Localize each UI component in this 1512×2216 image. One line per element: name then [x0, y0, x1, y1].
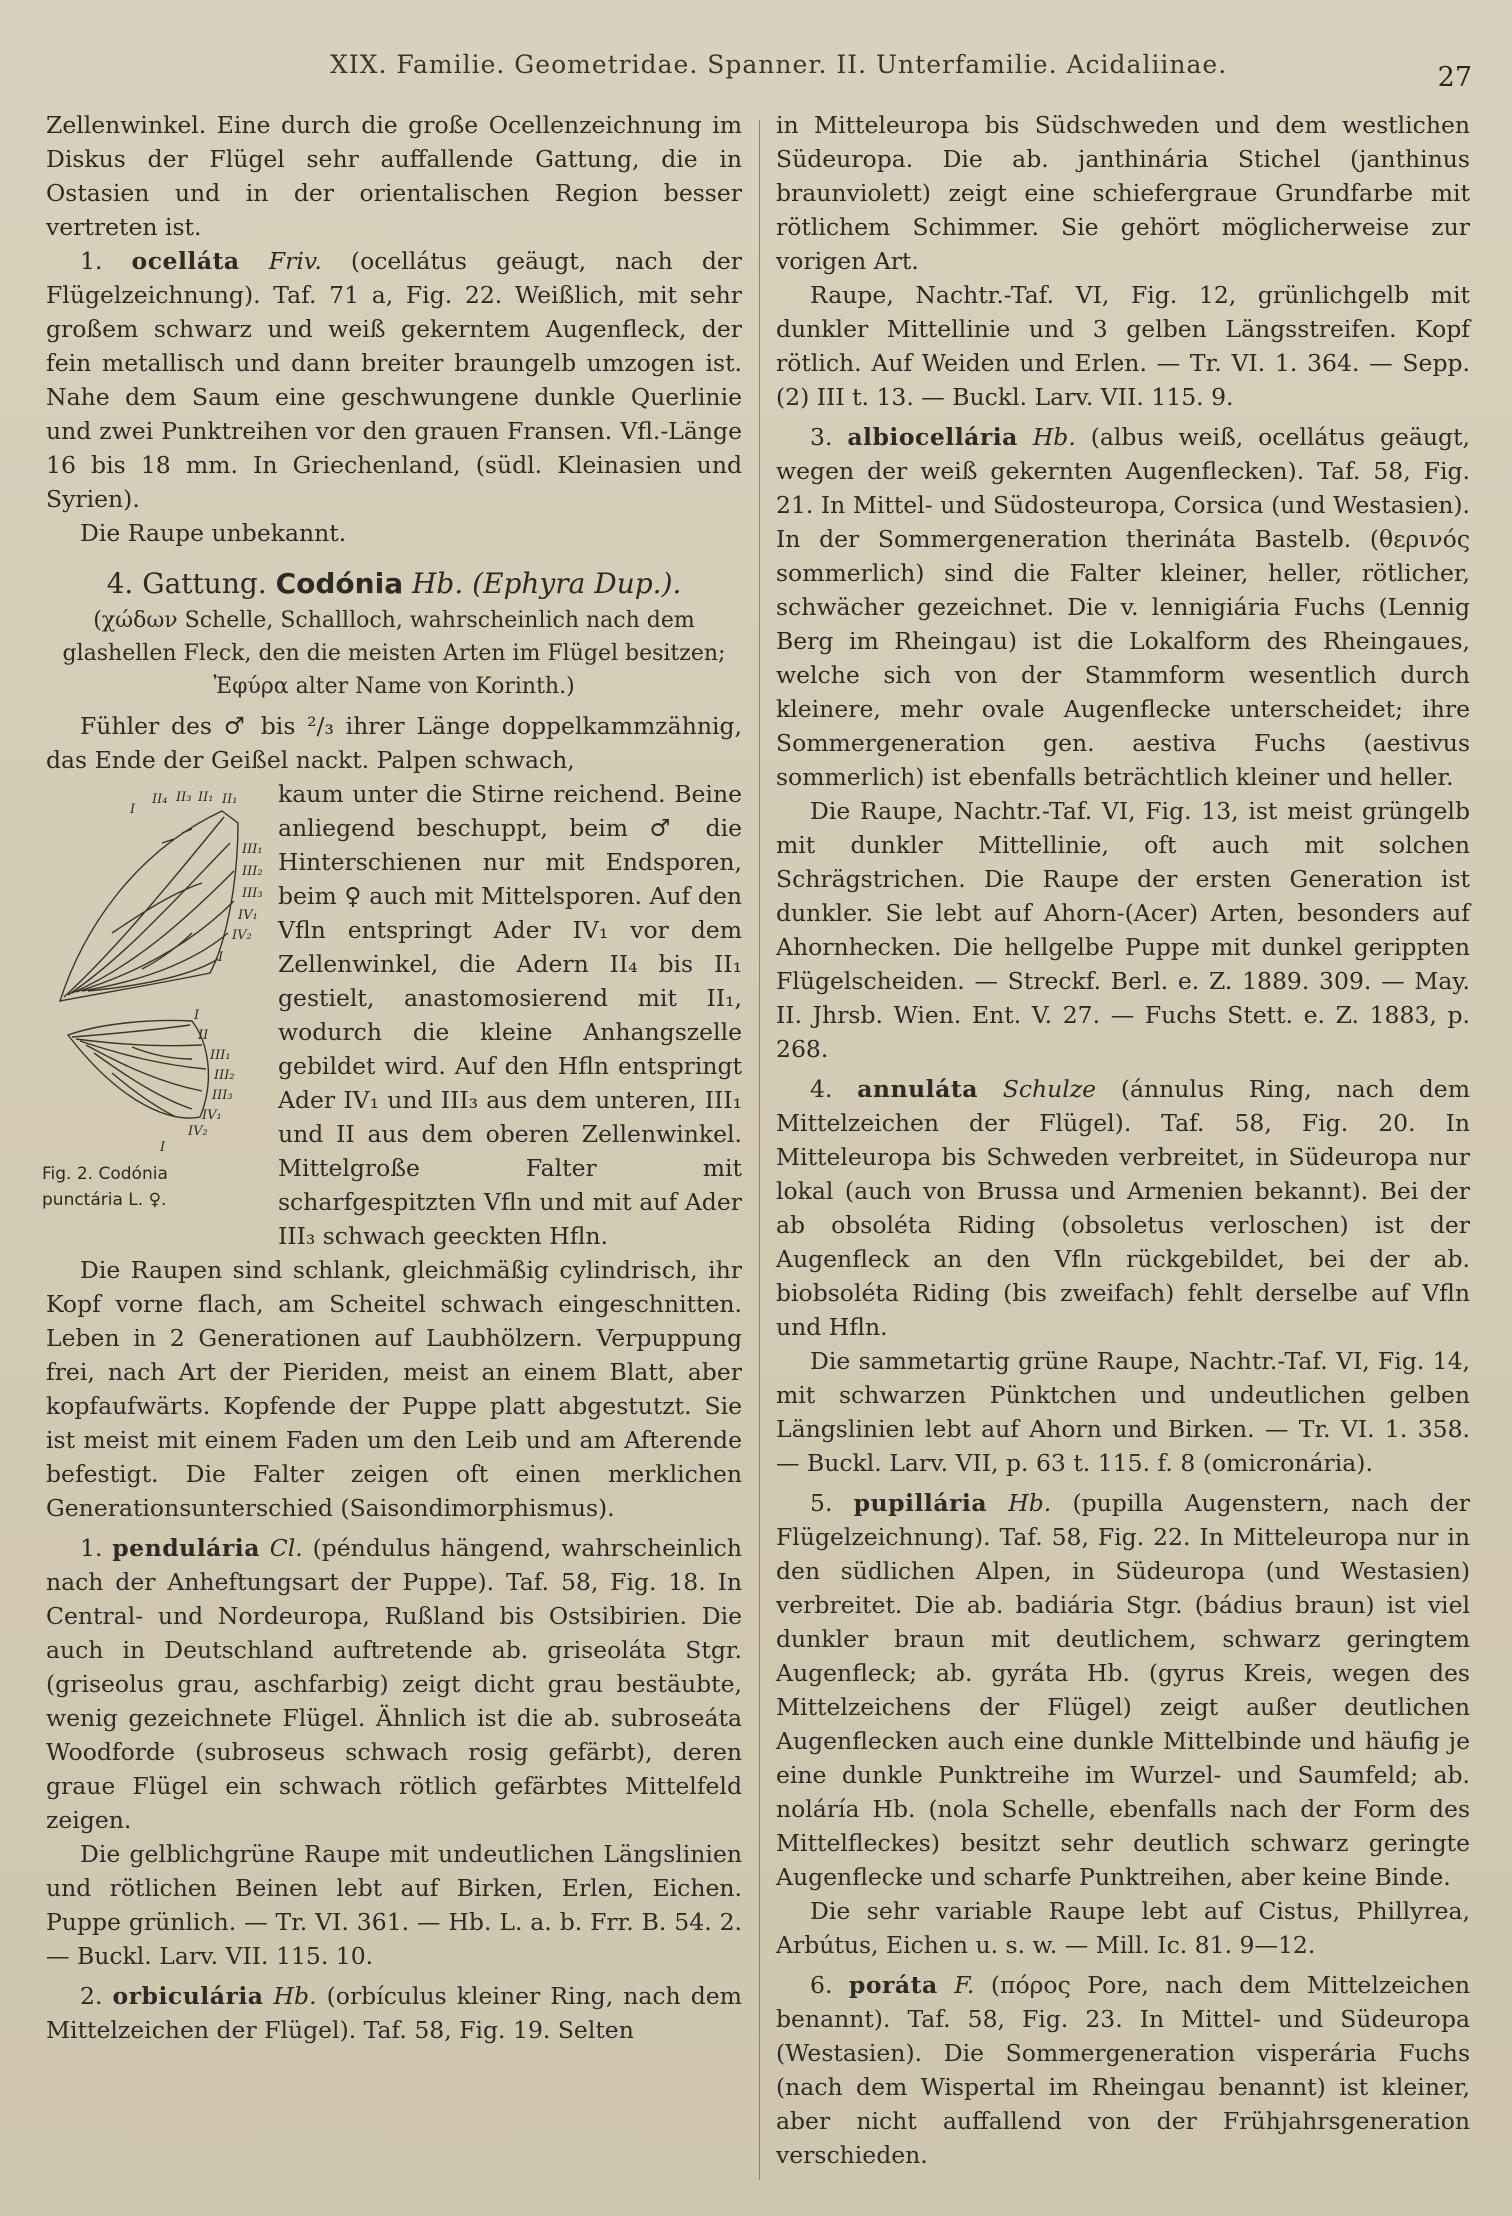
right-column: [776, 108, 1470, 2172]
svg-text:IV₁: IV₁: [238, 908, 258, 923]
page-number: 27: [1437, 62, 1472, 93]
svg-text:I: I: [130, 802, 136, 817]
species-ocellata: 1. ocelláta Friv. (ocellátus geäugt, nach der Flügelzeichnung). Taf. 71 a, Fig. 22. Weißlich, mit sehr großem schwarz und weiß gekerntem Augenfleck, der fein metallisch und dann breiter braungelb umzogen ist. Nahe dem Saum eine geschwungene dunkle Querlinie und zwei Punktreihen vor den grauen Fransen. Vfl.-Länge 16 bis 18 mm. In Griechenland, (südl. Kleinasien und Syrien).: [46, 247, 742, 513]
species-porata: 6. poráta F. (πόρος Pore, nach dem Mittelzeichen benannt). Taf. 58, Fig. 23. In Mittel- und Südeuropa (Westasien). Die Sommergeneration visperária Fuchs (nach dem Wispertal im Rheingau benannt) ist kleiner, aber nicht auffallend von der Frühjahrsgeneration verschieden.: [776, 1971, 1470, 2169]
species-author: Cl.: [269, 1534, 303, 1562]
genus-heading: 4. Gattung. Codónia Hb. (Ephyra Dup.).: [106, 567, 682, 600]
column-divider: [759, 120, 760, 2180]
species-name: pendulária: [112, 1534, 260, 1562]
paragraph-pupillaria-raupe: Die sehr variable Raupe lebt auf Cistus, Phillyrea, Arbútus, Eichen u. s. w. — Mill. Ic. 81. 9—12.: [776, 1897, 1470, 1959]
svg-text:II: II: [198, 1028, 209, 1043]
svg-text:II₄: II₄: [152, 792, 168, 807]
page-header: [0, 50, 1512, 100]
paragraph-raupe-unbekannt: Die Raupe unbekannt.: [80, 519, 347, 547]
paragraph-raupen: Die Raupen sind schlank, gleichmäßig cylindrisch, ihr Kopf vorne flach, am Scheitel schwach eingeschnitten. Leben in 2 Generationen auf Laubhölzern. Verpuppung frei, nach Art der Pieriden, meist an einem Blatt, aber kopfaufwärts. Kopfende der Puppe platt abgestutzt. Sie ist meist mit einem Faden um den Leib und am Afterende befestigt. Die Falter zeigen oft einen merklichen Generationsunterschied (Saisondimorphismus).: [46, 1256, 742, 1522]
wing-venation-figure: [42, 783, 270, 1223]
paragraph-fuehler: Fühler des ♂ bis ²/₃ ihrer Länge doppelkammzähnig, das Ende der Geißel nackt. Palpen schwach,: [46, 712, 742, 774]
wing-venation-drawing: [42, 783, 270, 1163]
svg-text:II₁: II₁: [198, 790, 214, 805]
svg-text:IV₂: IV₂: [232, 928, 252, 943]
species-pendularia: 1. pendulária Cl. (péndulus hängend, wahrscheinlich nach der Anheftungsart der Puppe). Taf. 58, Fig. 18. In Central- und Nordeuropa, Rußland bis Ostsibirien. Die auch in Deutschland auftretende ab. griseoláta Stgr. (griseolus grau, aschfarbig) zeigt dicht grau bestäubte, wenig gezeichnete Flügel. Ähnlich ist die ab. subroseáta Woodforde (subroseus schwach rosig gefärbt), deren graue Flügel ein schwach rötlich gefärbtes Mittelfeld zeigen.: [46, 1534, 742, 1834]
svg-text:II₃: II₃: [176, 790, 192, 805]
genus-name: Codónia: [275, 567, 404, 600]
running-title: XIX. Familie. Geometridae. Spanner. II. Unterfamilie. Acidaliinae.: [330, 50, 1228, 79]
paragraph-annulata-raupe: Die sammetartig grüne Raupe, Nachtr.-Taf. VI, Fig. 14, mit schwarzen Pünktchen und undeutlichen gelben Längslinien lebt auf Ahorn und Birken. — Tr. VI. 1. 358. — Buckl. Larv. VII, p. 63 t. 115. f. 8 (omicronária).: [776, 1347, 1470, 1477]
species-author: Schulze: [1002, 1075, 1097, 1103]
left-column: [42, 108, 742, 2047]
genus-author: Hb. (Ephyra Dup.).: [412, 567, 682, 600]
species-pupillaria: 5. pupillária Hb. (pupilla Augenstern, nach der Flügelzeichnung). Taf. 58, Fig. 22. In Mitteleuropa nur in den südlichen Alpen, in Südeuropa (und Westasien) verbreitet. Die ab. badiária Stgr. (bádius braun) ist viel dunkler braun mit deutlichem, schwarz geringtem Augenfleck; ab. gyráta Hb. (gyrus Kreis, wegen des Mittelzeichens der Flügel) zeigt außer deutlichen Augenflecken auch eine dunkle Mittelbinde und häufig je eine dunkle Punktreihe im Wurzel- und Saumfeld; ab. noláría Hb. (nola Schelle, ebenfalls nach der Form des Mittelfleckes) besitzt sehr deutlich schwarz geringte Augenflecke und scharfe Punktreihen, aber keine Binde.: [776, 1489, 1470, 1891]
paragraph-albiocellaria-raupe: Die Raupe, Nachtr.-Taf. VI, Fig. 13, ist meist grüngelb mit dunkler Mittellinie, oft auch mit solchen Schrägstrichen. Die Raupe der ersten Generation ist dunkler. Sie lebt auf Ahorn-(Acer) Arten, besonders auf Ahornhecken. Die hellgelbe Puppe mit dunkel gerippten Flügelscheiden. — Streckf. Berl. e. Z. 1889. 309. — May. II. Jhrsb. Wien. Ent. V. 27. — Fuchs Stett. e. Z. 1883, p. 268.: [776, 797, 1470, 1063]
svg-text:I: I: [218, 950, 224, 965]
svg-text:III₃: III₃: [242, 886, 263, 901]
species-author: Friv.: [268, 247, 322, 275]
figure-caption: Fig. 2. Codónia punctária L. ♀.: [42, 1164, 168, 1210]
svg-text:IV₂: IV₂: [188, 1124, 208, 1139]
species-annulata: 4. annuláta Schulze (ánnulus Ring, nach dem Mittelzeichen der Flügel). Taf. 58, Fig. 20. In Mitteleuropa bis Schweden verbreitet, in Südeuropa nur lokal (auch von Brussa und Armenien bekannt). Bei der ab obsoléta Riding (obsoletus verloschen) ist der Augenfleck an den Vfln rückgebildet, bei der ab. biobsoléta Riding (bis zweifach) fehlt derselbe auf Vfln und Hfln.: [776, 1075, 1470, 1341]
svg-text:III₂: III₂: [214, 1068, 235, 1083]
species-name: poráta: [848, 1971, 938, 1999]
species-name: pupillária: [853, 1489, 988, 1517]
svg-text:III₃: III₃: [212, 1088, 233, 1103]
paragraph-orbicularia-cont: in Mitteleuropa bis Südschweden und dem westlichen Südeuropa. Die ab. janthinária Stichel (janthinus braunviolett) zeigt eine schiefergraue Grundfarbe mit rötlichem Schimmer. Sie gehört möglicherweise zur vorigen Art.: [776, 111, 1470, 275]
svg-text:III₂: III₂: [242, 864, 263, 879]
species-orbicularia: 2. orbiculária Hb. (orbículus kleiner Ring, nach dem Mittelzeichen der Flügel). Taf. 58, Fig. 19. Selten: [46, 1982, 742, 2044]
species-name: albiocellária: [847, 423, 1018, 451]
species-author: Hb.: [1032, 423, 1076, 451]
species-author: Hb.: [1008, 1489, 1052, 1517]
paragraph-zellenwinkel: Zellenwinkel. Eine durch die große Ocellenzeichnung im Diskus der Flügel sehr auffallende Gattung, die in Ostasien und in der orientalischen Region besser vertreten ist.: [46, 111, 742, 241]
genus-etymology: (χώδων Schelle, Schallloch, wahrscheinlich nach dem glashellen Fleck, den die meisten Arten im Flügel besitzen; Ἐφύρα alter Name von Korinth.): [62, 608, 726, 699]
paragraph-orbicularia-raupe: Raupe, Nachtr.-Taf. VI, Fig. 12, grünlichgelb mit dunkler Mittellinie und 3 gelben Längsstreifen. Kopf rötlich. Auf Weiden und Erlen. — Tr. VI. 1. 364. — Sepp. (2) III t. 13. — Buckl. Larv. VII. 115. 9.: [776, 281, 1470, 411]
paragraph-pendularia-raupe: Die gelblichgrüne Raupe mit undeutlichen Längslinien und rötlichen Beinen lebt auf Birken, Erlen, Eichen. Puppe grünlich. — Tr. VI. 361. — Hb. L. a. b. Frr. B. 54. 2. — Buckl. Larv. VII. 115. 10.: [46, 1840, 742, 1970]
svg-text:II₁: II₁: [222, 792, 238, 807]
species-name: orbiculária: [112, 1982, 264, 2010]
paragraph-venation: kaum unter die Stirne reichend. Beine anliegend beschuppt, beim ♂ die Hinterschienen nur mit Endsporen, beim ♀ auch mit Mittelsporen. Auf den Vfln entspringt Ader IV₁ vor dem Zellenwinkel, die Adern II₄ bis II₁ gestielt, anastomosierend mit II₁, wodurch die kleine Anhangszelle gebildet wird. Auf den Hfln entspringt Ader IV₁ und III₃ aus dem unteren, III₁ und II aus dem oberen Zellenwinkel. Mittelgroße Falter mit scharfgespitzten Vfln und mit auf Ader III₃ schwach geeckten Hfln.: [278, 780, 742, 1250]
species-name: annuláta: [857, 1075, 978, 1103]
svg-text:I: I: [194, 1008, 200, 1023]
species-name: ocelláta: [131, 247, 240, 275]
svg-text:III₁: III₁: [242, 842, 263, 857]
svg-text:III₁: III₁: [210, 1048, 231, 1063]
species-albiocellaria: 3. albiocellária Hb. (albus weiß, ocellátus geäugt, wegen der weiß gekernten Augenflecken). Taf. 58, Fig. 21. In Mittel- und Südosteuropa, Corsica (und Westasien). In der Sommergeneration therináta Bastelb. (θερινός sommerlich) sind die Falter kleiner, heller, rötlicher, schwächer gezeichnet. Die v. lennigiária Fuchs (Lennig Berg im Rheingau) ist die Lokalform des Rheingaues, welche sich von der Stammform wesentlich durch kleinere, mehr ovale Augenflecke unterscheidet; ihre Sommergeneration gen. aestiva Fuchs (aestivus sommerlich) ist ebenfalls beträchtlich kleiner und heller.: [776, 423, 1470, 791]
species-author: Hb.: [273, 1982, 317, 2010]
species-author: F.: [954, 1971, 975, 1999]
svg-text:I: I: [160, 1140, 166, 1155]
svg-text:IV₁: IV₁: [202, 1108, 222, 1123]
